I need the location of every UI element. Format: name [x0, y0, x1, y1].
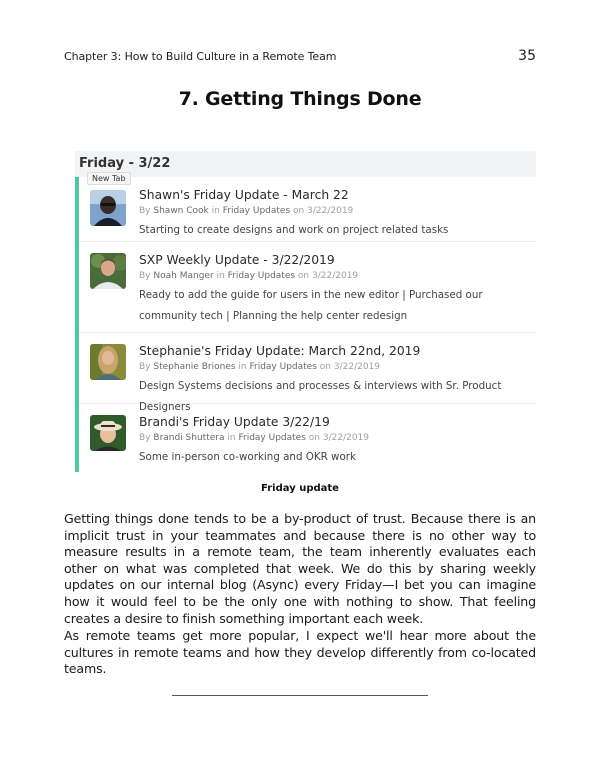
post-meta: By Noah Manger in Friday Updates on 3/22/2019	[139, 271, 359, 281]
feed-date-header: Friday - 3/22	[75, 151, 536, 177]
chapter-title: Chapter 3: How to Build Culture in a Remote Team	[64, 50, 337, 63]
friday-updates-figure	[75, 151, 536, 479]
author-link[interactable]: Brandi Shuttera	[153, 433, 225, 443]
post-summary: Design Systems decisions and processes & interviews with Sr. Product Designers	[139, 380, 502, 413]
post-date: 3/22/2019	[307, 206, 354, 216]
post-list	[75, 174, 536, 472]
section-title: 7. Getting Things Done	[178, 88, 422, 110]
post-date: 3/22/2019	[333, 362, 381, 372]
avatar-stephanie	[90, 344, 126, 380]
body-paragraph: As remote teams get more popular, I expect we'll hear more about the cultures in remote teams and how they develop differently from co-located teams.	[64, 628, 536, 677]
body-paragraph: Getting things done tends to be a by-product of trust. Because there is an implicit trust in your teammates and because there is no other way to measure results in a remote team, the team inherently evaluates each other on what was completed that week. We do this by sharing weekly updates on our internal blog (Async) every Friday—I bet you can imagine how it would feel to be the only one with nothing to show. That feeling creates a desire to finish something important each week.	[64, 511, 536, 626]
post-title[interactable]: Brandi's Friday Update 3/22/19	[139, 415, 330, 429]
category-link[interactable]: Friday Updates	[249, 362, 317, 372]
post-summary: Ready to add the guide for users in the new editor | Purchased our community tech | Planning the help center redesign	[139, 289, 483, 322]
post-meta: By Stephanie Briones in Friday Updates on 3/22/2019	[139, 362, 381, 372]
post-item[interactable]	[79, 333, 536, 413]
avatar-brandi	[90, 415, 126, 451]
post-title[interactable]: SXP Weekly Update - 3/22/2019	[139, 253, 335, 267]
post-title[interactable]: Stephanie's Friday Update: March 22nd, 2019	[139, 344, 421, 358]
avatar-shawn	[90, 190, 126, 226]
footnote-divider	[172, 695, 428, 696]
post-meta: By Shawn Cook in Friday Updates on 3/22/2019	[139, 206, 354, 216]
page-number: 35	[518, 48, 536, 64]
category-link[interactable]: Friday Updates	[222, 206, 291, 216]
author-link[interactable]: Stephanie Briones	[153, 362, 236, 372]
post-summary: Starting to create designs and work on project related tasks	[139, 224, 449, 236]
post-date: 3/22/2019	[322, 433, 370, 443]
post-item[interactable]	[79, 242, 536, 333]
category-link[interactable]: Friday Updates	[227, 271, 296, 281]
post-summary: Some in-person co-working and OKR work	[139, 451, 356, 463]
post-meta: By Brandi Shuttera in Friday Updates on 3/22/2019	[139, 433, 370, 443]
category-link[interactable]: Friday Updates	[238, 433, 306, 443]
author-link[interactable]: Noah Manger	[153, 271, 214, 281]
running-head	[64, 48, 536, 66]
post-item[interactable]	[79, 404, 536, 472]
post-title[interactable]: Shawn's Friday Update - March 22	[139, 188, 349, 202]
post-date: 3/22/2019	[312, 271, 359, 281]
figure-caption: Friday update	[261, 483, 339, 494]
author-link[interactable]: Shawn Cook	[153, 206, 209, 216]
new-tab-tooltip: New Tab	[87, 172, 131, 185]
post-item[interactable]	[79, 174, 536, 242]
avatar-noah	[90, 253, 126, 289]
